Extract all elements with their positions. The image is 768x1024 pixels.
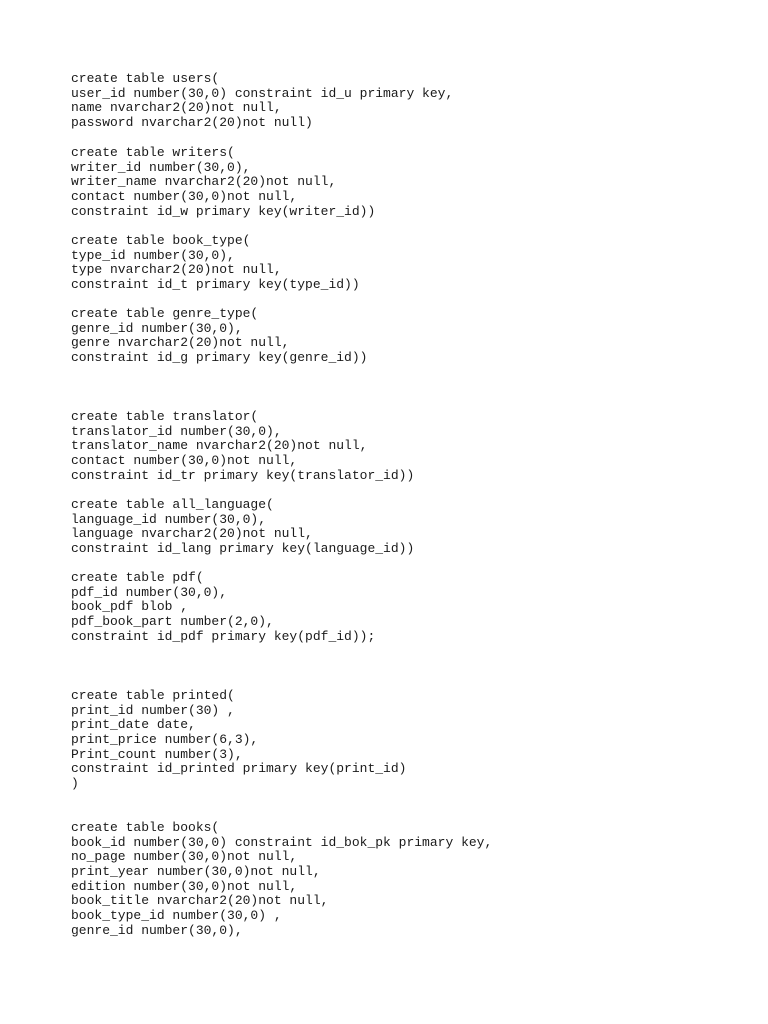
code-line: create table book_type( [71,233,251,248]
sql-block-pdf [71,571,375,644]
code-line: constraint id_printed primary key(print_id) [71,761,407,777]
code-line: language nvarchar2(20)not null, [71,526,313,542]
code-line: genre_id number(30,0), [71,320,243,336]
code-line: constraint id_lang primary key(language_id)) [71,541,415,557]
sql-block-users [71,72,453,131]
code-line: constraint id_t primary key(type_id)) [71,277,360,293]
code-line: edition number(30,0)not null, [71,878,298,894]
code-line: book_pdf blob , [71,599,189,615]
code-line: genre nvarchar2(20)not null, [71,335,290,351]
code-line: writer_name nvarchar2(20)not null, [71,174,337,190]
code-line: type nvarchar2(20)not null, [71,262,282,278]
code-line: constraint id_pdf primary key(pdf_id)); [71,628,376,644]
code-line: type_id number(30,0), [71,247,235,263]
code-line: constraint id_tr primary key(translator_id)) [71,467,415,483]
code-line: Print_count number(3), [71,746,243,762]
code-line: translator_name nvarchar2(20)not null, [71,438,368,454]
code-line: create table genre_type( [71,306,259,321]
code-line: genre_id number(30,0), [71,922,243,938]
sql-block-all-language [71,498,414,557]
code-line: user_id number(30,0) constraint id_u primary key, [71,85,454,101]
code-line: create table books( [71,820,220,835]
sql-block-books [71,821,492,939]
sql-block-writers [71,146,375,219]
code-line: contact number(30,0)not null, [71,189,298,205]
sql-block-book-type [71,234,360,293]
code-line: create table pdf( [71,570,204,585]
code-line: contact number(30,0)not null, [71,453,298,469]
code-line: writer_id number(30,0), [71,159,251,175]
code-line: print_date date, [71,717,196,733]
code-line: constraint id_w primary key(writer_id)) [71,203,376,219]
sql-block-printed [71,689,406,792]
code-line: ) [71,776,79,792]
code-line: print_id number(30) , [71,702,235,718]
code-line: no_page number(30,0)not null, [71,849,298,865]
code-line: name nvarchar2(20)not null, [71,100,282,116]
code-line: constraint id_g primary key(genre_id)) [71,350,368,366]
code-line: language_id number(30,0), [71,511,267,527]
code-line: create table writers( [71,145,235,160]
code-line: translator_id number(30,0), [71,423,282,439]
code-line: pdf_book_part number(2,0), [71,614,274,630]
sql-block-genre-type [71,307,367,366]
sql-block-translator [71,410,414,483]
code-line: print_year number(30,0)not null, [71,864,321,880]
code-line: print_price number(6,3), [71,732,259,748]
code-line: book_id number(30,0) constraint id_bok_pk primary key, [71,834,493,850]
code-line: book_type_id number(30,0) , [71,908,282,924]
code-line: create table printed( [71,688,235,703]
code-line: create table all_language( [71,497,274,512]
code-line: password nvarchar2(20)not null) [71,115,313,131]
code-line: create table users( [71,71,220,86]
code-line: pdf_id number(30,0), [71,584,228,600]
code-line: create table translator( [71,409,259,424]
code-line: book_title nvarchar2(20)not null, [71,893,329,909]
